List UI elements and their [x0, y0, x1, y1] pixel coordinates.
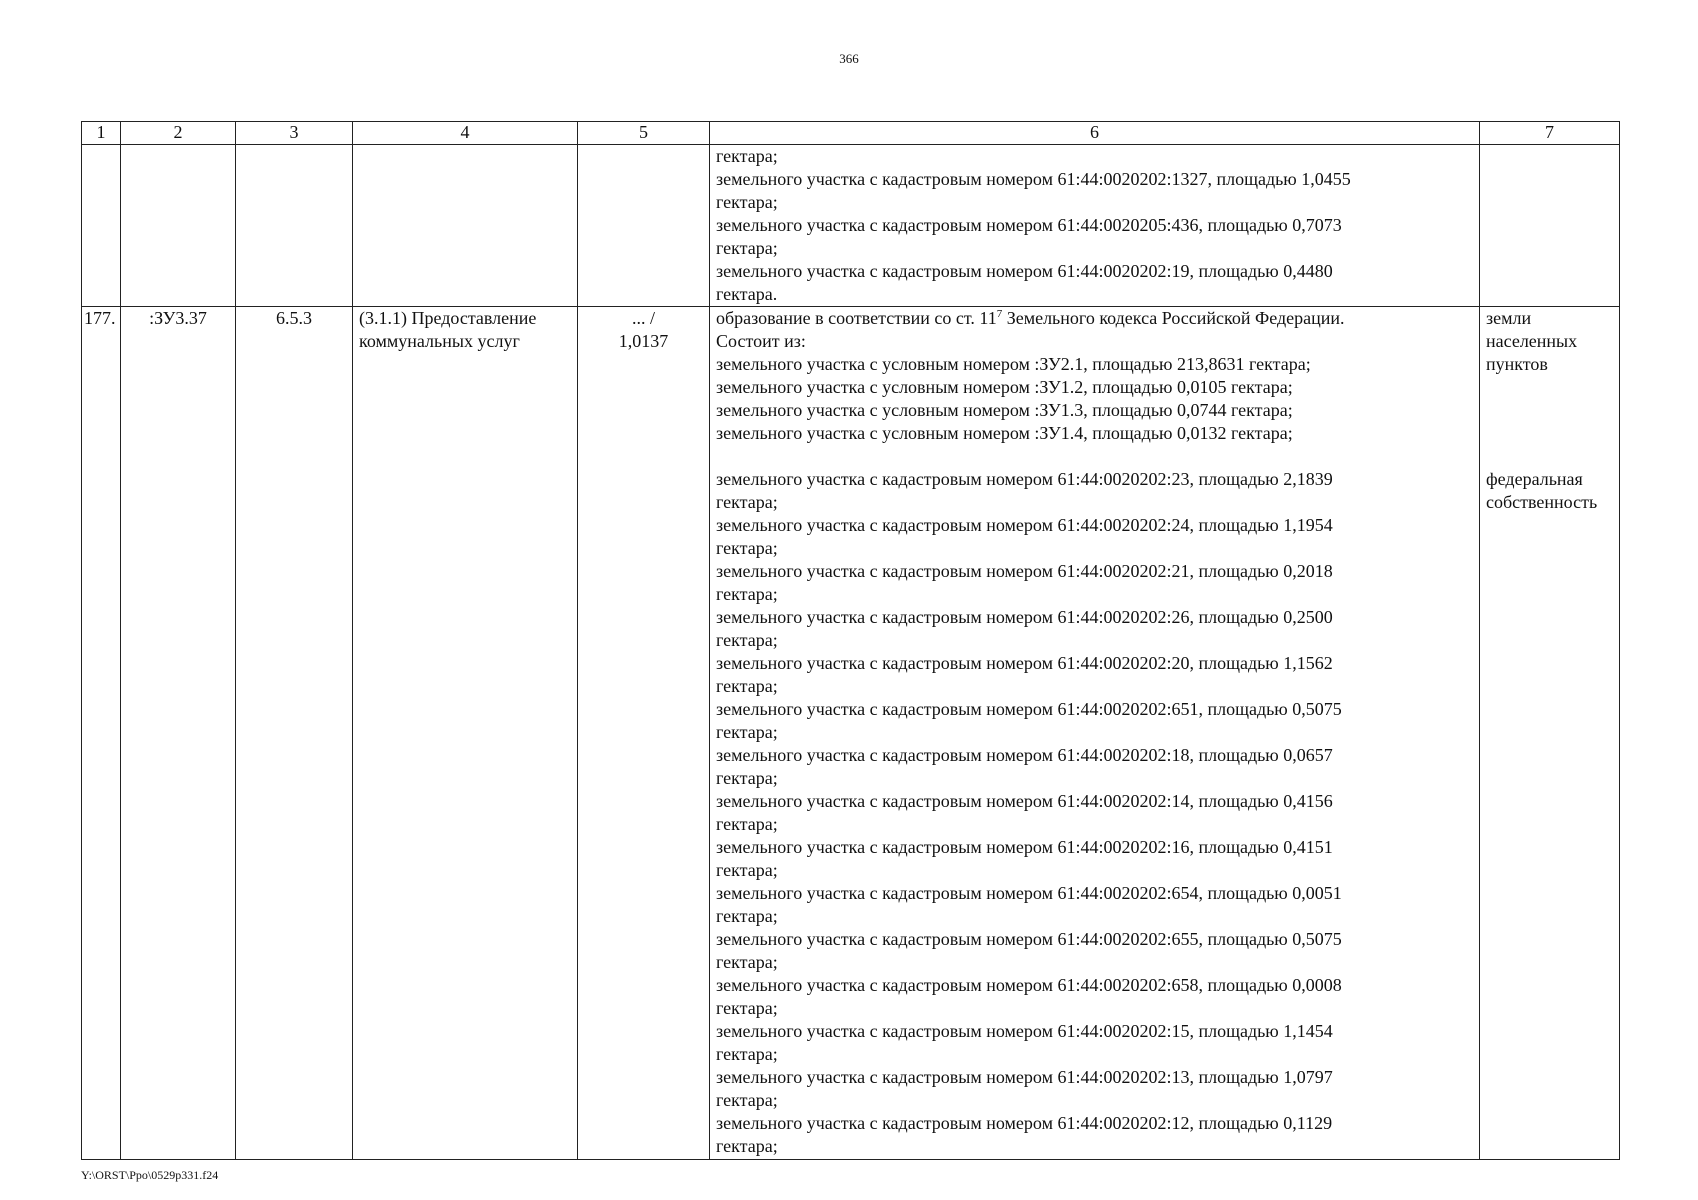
table-row-continuation: [82, 145, 1620, 307]
text-line: земельного участка с кадастровым номером 61:44:0020202:651, площадью 0,5075: [716, 699, 1342, 719]
text-line: населенных: [1486, 331, 1578, 351]
text-line: гектара;: [716, 768, 778, 788]
text-line: земельного участка с кадастровым номером 61:44:0020202:14, площадью 0,4156: [716, 791, 1333, 811]
table-cell: [578, 145, 710, 307]
spacer: [716, 445, 1473, 468]
text-line: гектара;: [716, 492, 778, 512]
spacer: [1486, 445, 1613, 468]
composition-cell: [710, 307, 1480, 1160]
land-plots-table: [81, 121, 1620, 1160]
text-line: гектара;: [716, 1044, 778, 1064]
table-row-177: [82, 307, 1620, 1160]
text-line: Состоит из:: [716, 331, 806, 351]
table-cell: [82, 145, 121, 307]
text-line: (3.1.1) Предоставление: [359, 308, 537, 328]
text-line: земельного участка с кадастровым номером 61:44:0020202:23, площадью 2,1839: [716, 469, 1333, 489]
table-header-row: [82, 122, 1620, 145]
text-line: гектара;: [716, 722, 778, 742]
table-cell: [1480, 145, 1620, 307]
text-line: земельного участка с условным номером :ЗУ2.1, площадью 213,8631 гектара;: [716, 354, 1311, 374]
text-line: собственность: [1486, 492, 1598, 512]
table-cell: [353, 145, 578, 307]
text-fragment: Земельного кодекса Российской Федерации.: [1002, 308, 1345, 328]
text-line: земельного участка с условным номером :ЗУ1.4, площадью 0,0132 гектара;: [716, 423, 1293, 443]
text-line: земельного участка с кадастровым номером 61:44:0020202:18, площадью 0,0657: [716, 745, 1333, 765]
column-header: 3: [236, 122, 353, 145]
spacer: [1486, 376, 1613, 399]
spacer: [1486, 399, 1613, 422]
text-line: земельного участка с кадастровым номером 61:44:0020202:13, площадью 1,0797: [716, 1067, 1333, 1087]
text-line: ... /: [631, 308, 655, 328]
text-line: земельного участка с кадастровым номером 61:44:0020202:20, площадью 1,1562: [716, 653, 1333, 673]
text-line: гектара;: [716, 238, 778, 258]
text-line: коммунальных услуг: [359, 331, 520, 351]
land-category-cell: [1480, 307, 1620, 1160]
text-line: земельного участка с кадастровым номером 61:44:0020202:12, площадью 0,1129: [716, 1113, 1333, 1133]
permitted-use: [353, 307, 578, 1160]
text-line: земельного участка с кадастровым номером 61:44:0020202:658, площадью 0,0008: [716, 975, 1342, 995]
zone-code: 6.5.3: [236, 307, 353, 1160]
composition-cell: [710, 145, 1480, 307]
text-line: земельного участка с кадастровым номером 61:44:0020202:15, площадью 1,1454: [716, 1021, 1333, 1041]
table-cell: [236, 145, 353, 307]
text-line: гектара;: [716, 1090, 778, 1110]
text-fragment: образование в соответствии со ст. 11: [716, 308, 997, 328]
text-line: земельного участка с кадастровым номером 61:44:0020202:24, площадью 1,1954: [716, 515, 1333, 535]
text-line: гектара.: [716, 284, 778, 304]
column-header: 6: [710, 122, 1480, 145]
text-line: 1,0137: [618, 331, 669, 351]
text-line: гектара;: [716, 538, 778, 558]
text-line: земельного участка с условным номером :ЗУ1.3, площадью 0,0744 гектара;: [716, 400, 1293, 420]
text-line: гектара;: [716, 676, 778, 696]
text-line: земельного участка с кадастровым номером 61:44:0020202:1327, площадью 1,0455: [716, 169, 1351, 189]
text-line: земельного участка с условным номером :ЗУ1.2, площадью 0,0105 гектара;: [716, 377, 1293, 397]
text-line: земельного участка с кадастровым номером 61:44:0020202:655, площадью 0,5075: [716, 929, 1342, 949]
plot-code: :ЗУ3.37: [121, 307, 236, 1160]
text-line: земельного участка с кадастровым номером 61:44:0020202:16, площадью 0,4151: [716, 837, 1333, 857]
text-line: земельного участка с кадастровым номером 61:44:0020202:19, площадью 0,4480: [716, 261, 1333, 281]
text-line: гектара;: [716, 192, 778, 212]
column-header: 5: [578, 122, 710, 145]
text-line: земельного участка с кадастровым номером 61:44:0020202:21, площадью 0,2018: [716, 561, 1333, 581]
column-header: 7: [1480, 122, 1620, 145]
column-header: 2: [121, 122, 236, 145]
text-line: гектара;: [716, 146, 778, 166]
text-line: гектара;: [716, 860, 778, 880]
page-number: 366: [839, 51, 859, 66]
text-line: пунктов: [1486, 354, 1548, 374]
superscript: 7: [996, 308, 1003, 320]
spacer: [1486, 422, 1613, 445]
row-number: 177.: [82, 307, 121, 1160]
text-line: земли: [1486, 308, 1532, 328]
table-cell: [121, 145, 236, 307]
text-line: гектара;: [716, 906, 778, 926]
formation-line: [716, 307, 1473, 330]
file-path-footer: Y:\ORST\Ppo\0529p331.f24: [81, 1168, 219, 1182]
text-line: гектара;: [716, 1136, 778, 1156]
text-line: гектара;: [716, 630, 778, 650]
text-line: земельного участка с кадастровым номером 61:44:0020202:654, площадью 0,0051: [716, 883, 1342, 903]
text-line: гектара;: [716, 814, 778, 834]
plot-area: [578, 307, 710, 1160]
text-line: гектара;: [716, 584, 778, 604]
text-line: федеральная: [1486, 469, 1583, 489]
text-line: земельного участка с кадастровым номером 61:44:0020202:26, площадью 0,2500: [716, 607, 1333, 627]
text-line: гектара;: [716, 998, 778, 1018]
column-header: 4: [353, 122, 578, 145]
column-header: 1: [82, 122, 121, 145]
text-line: земельного участка с кадастровым номером 61:44:0020205:436, площадью 0,7073: [716, 215, 1342, 235]
text-line: гектара;: [716, 952, 778, 972]
